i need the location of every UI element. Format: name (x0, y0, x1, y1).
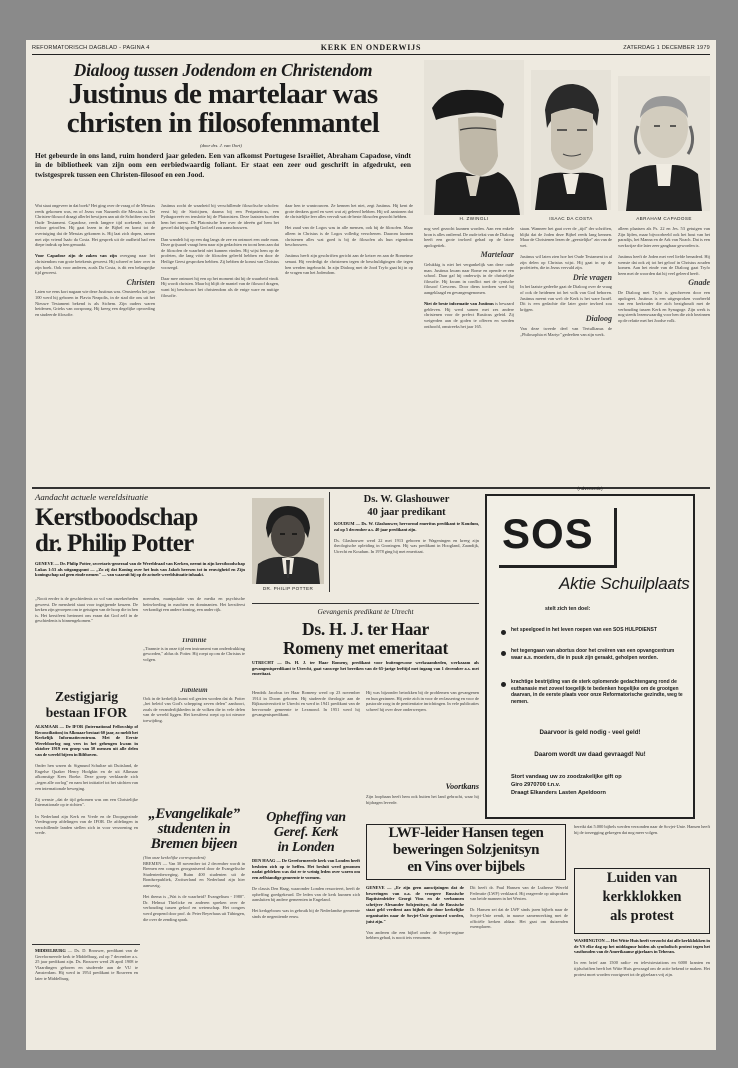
ifor-headline-1: Zestigjarig (55, 689, 118, 704)
opheffing-headline-2: Geref. Kerk (273, 825, 339, 840)
haar-headline-2: Romeny met emeritaat (282, 638, 449, 658)
main-col-6: alleen plaatsen als Ps. 22 en Jes. 53 getuigen van Zijn lijden, maar bijvoorbeeld ook het hout van het paradijs, het Manna en de Ark van Noach. Dat is een werkwijze die later zeer gangbaar geworden is. Justinus heeft de Joden met veel liefde benaderd. Hij wenste dat ook zij tot het geloof in Christus zouden komen. Aan het einde van de Dialoog gaat Tryfo heen met de woorden dat hij veel geleerd heeft. Gnade De Dialoog met Tryfo is geschreven door een apologeet. Justinus is een uitgesproken voorbeeld van een kerkvader die zich bezighoudt met de verhouding tussen Kerk en Synagoge. Zijn werk is nog steeds lezenswaardig voor hen die zich bezinnen op de relatie met het Joodse volk. (618, 226, 710, 323)
haar-lead: UTRECHT — Ds. H. J. ter Haar Romeny, predikant voor buitengewone werkzaamheden, werkzaam als gevangenispredikant te Utrecht, gaat vanwege het bereiken van de 65-jarige leeftijd met ingang van 1 december a.s. met emeritaat. (252, 660, 479, 677)
bremen-headline-1: „Evangelikale” (148, 806, 240, 822)
kerst-col-2c: Jubileum Ook in de kerkelijk kunst wil gezien worden dat dr. Potter „het beleid van God's schepping zeven delen" aanhoort, zoals de veranderlijkheden in de volken die in vele delen van de wereld liggen. Het kerstfeest roept op tot nieuwe toewijding. (143, 688, 245, 723)
main-byline: (door drs. J. van Oort) (200, 143, 242, 148)
advert-box (485, 494, 695, 819)
opheffing-headline-1: Opheffing van (266, 810, 346, 825)
portrait-capadose (618, 76, 710, 211)
lwf-headline-2: beweringen Solzjenitsyn (392, 842, 540, 858)
lwf-col-1: GENEVE — „Er zijn geen aanwijzingen dat de beweringen van o.a. de vroegere Russische Baptistenleider Georgi Vins en de verbannen schrijver Alexander Solzjenitsyn, dat de Russische staat geld verdient aan bijbels die door kerkelijke organisaties naar de Sovjet-Unie gestuurd worden, juist zijn." Van anderen die een bijbel onder de Sovjet-regime hebben gehad, is nooit iets vernomen. (366, 885, 464, 941)
glashouwer-headline-2: 40 jaar predikant (367, 507, 446, 518)
opheffing-body: DEN HAAG — De Gereformeerde kerk van Londen heeft besloten zich op te heffen. Het besluit werd genomen nadat gebleken was dat er te weinig leden over waren om een zelfstandige gemeente te vormen. De classis Den Haag, waaronder Londen ressorteert, heeft de opheffing goedgekeurd. De leden van de kerk kunnen zich aansluiten bij andere gemeenten in Engeland. Het kerkgebouw was in gebruik bij de Nederlandse gemeente sinds de negentiende eeuw. (252, 858, 360, 919)
kerst-col-1: „Nooit eerder is de geschiedenis zo vol van onzekerheden geweest. De mensheid staat voor ingrijpende keuzen. De kerken zijn geroepen om te getuigen van de hoop die in hen is. Het kerstfeest herinnert ons eraan dat God zelf in de geschiedenis is binnengekomen." (35, 596, 138, 624)
subhead-drie-vragen: Drie vragen (572, 272, 612, 282)
luiden-headline-3: als protest (610, 908, 674, 924)
bremen-headline-3: Bremen bijeen (150, 836, 238, 852)
subhead-tirannie: Tirannie (181, 638, 207, 644)
header-paper-name: REFORMATORISCH DAGBLAD - PAGINA 4 (32, 45, 150, 51)
advert-footer-4: Giro 2970700 t.n.v. (511, 782, 561, 788)
caption-potter: DR. PHILIP POTTER (262, 586, 314, 591)
main-headline-1: Justinus de martelaar was (68, 78, 378, 110)
haar-col-2b: Zijn loopbaan heeft hem ook buiten het land gebracht, waar hij bijdragen leverde. (366, 794, 479, 805)
haar-col-2: Hij was bijzonder betrokken bij de problemen van gevangenen en hun gezinnen. Hij zette zich in voor de reclassering en voor de pastorale zorg in de penitentiaire inrichtingen. In vele publicaties schreef hij over deze onderwerpen. (366, 690, 479, 712)
haar-top-rule (252, 603, 479, 604)
haar-headline-1: Ds. H. J. ter Haar (302, 619, 429, 639)
haar-kicker: Gevangenis predikant te Utrecht (317, 607, 414, 616)
main-col-2: Justinus zocht de waarheid bij verschillende filosofische scholen: eerst bij de Stoïcijnen, daarna bij een Peripateticus, een Pythagoreeër en tenslotte bij de Platonisten. Deze laatsten boeiden hem het meest. De Platonische leer over de ideeën gaf hem het gevoel dat hij spoedig God zelf zou aanschouwen. Dan wandelt hij op een dag langs de zee en ontmoet een oude man. Deze grijsaard vraagt hem naar zijn gedachten en toont hem aan dat de filosofen de waarheid niet kunnen vinden. Hij wijst hem op de profeten, die lang vóór de filosofen geleefd hebben en door de Heilige Geest gesproken hebben. Zij hebben de komst van Christus voorzegd. Daar mee ontmoet hij een op het moment dat hij de waarheid vindt. Hij wordt christen. Maar hij blijft de mantel van de filosoof dragen, want hij beschouwt het christendom als de enige ware en nuttige filosofie. (161, 203, 279, 298)
ifor-headline-2: bestaan IFOR (45, 705, 128, 720)
main-col-3: daar hen te wantrouwen. Ze kennen het niet, zegt Justinus. Hij kent de grote denkers goed en weet wat zij geleerd hebben. Hij wil aantonen dat de christelijke leer alles vervult wat de beste filosofen gezocht hebben. Het zaad van de Logos was in alle mensen, ook bij de filosofen. Maar alleen in Christus is de Logos volledig verschenen. Daarom kunnen christenen alles wat goed is bij de filosofen als hun eigendom beschouwen. Justinus heeft zijn geschriften gericht aan de keizer en aan de Romeinse senaat. Hij verdedigt de christenen tegen de beschuldigingen die tegen hen werden ingebracht. In zijn Dialoog met de Jood Tryfo gaat hij in op de vragen van het Jodendom. (285, 203, 413, 276)
luiden-headline-1: Luiden van (606, 870, 678, 886)
portrait-potter (252, 498, 324, 584)
advert-footer-2: Daarom wordt uw daad gevraagd! Nu! (534, 751, 646, 758)
lwf-col-3: bereikt dat 5.000 bijbels werden verzonden naar de Sovjet-Unie. Hansen heeft hij de toezegging gekregen dat nog meer volgen. (574, 824, 710, 835)
header-date: ZATERDAG 1 DECEMBER 1979 (623, 45, 710, 51)
vertical-rule (329, 492, 330, 592)
caption-zwingli: H. ZWINGLI (459, 216, 489, 221)
kerst-lead: GENEVE — Dr. Philip Potter, secretaris-generaal van de Wereldraad van Kerken, neemt in zijn kerstboodschap Lukas 1:53 als uitgangspunt — „Zo zij dat Koning over het huis van Jakob heersen tot in eeuwigheid en Zijn koningschap zal geen einde nemen" — van waaruit hij op de actuele wereldsituatie inhaakt. (35, 561, 245, 578)
bremen-headline-2: studenten in (157, 821, 231, 837)
ifor-body: ALKMAAR — De IFOR (International Fellowship of Reconciliation) in Alkmaar bestaat 60 jaar, zo meldt het Kerkelijk Informatiecentrum. Met de Eerste Wereldoorlog nog vers in het geheugen kwam in oktober 1919 een groep van 50 mensen uit alle delen van de wereld bijeen in Bilthoven. Onder hen waren dr. Sigmund Schultze uit Duitsland, de Engelse Quaker Henry Hodgkin en de uit Alkmaar afkomstige Kees Boeke. Deze groep verklaarde zich „tegen alle oorlog" en nam het initiatief tot het stichten van een internationale beweging. Zij wenste „dat de tijd gekomen was om een Christelijke Internationale op te richten". In Nederland zijn Kerk en Vrede en de Doopsgezinde Vredesgroep afdelingen van de IFOR. De afdelingen in verschillende landen stellen zich in voor verzoening en vrede. (35, 724, 138, 836)
subhead-gnade: Gnade (688, 278, 710, 288)
advert-bullet-3: krachtige bestrijding van de sterk oplomende gedachtengang rond de euthanasie met zoveel toegelijk te bedenken hogelijke om de grootgen daarvan, in de eerste plaats voor onze Reformatorische gezindte, weg te nemen. (511, 679, 683, 705)
advert-bullet-3-icon (501, 682, 506, 687)
caption-da-costa: ISAAC DA COSTA (549, 216, 593, 221)
subhead-martelaar: Martelaar (480, 250, 514, 260)
header-section: KERK EN ONDERWIJS (320, 43, 422, 52)
advert-sos: SOS (502, 510, 594, 557)
main-col-5: staan. Wanneer het gaat over de „tijd" der schriften, blijkt dat de Joden deze Bijbel reeds lang kennen. Maar de Christenen lezen de „geestelijke" zin van de wet. Justinus wil laten zien hoe het Oude Testament in al zijn delen op Christus wijst. Hij gaat in op de profetieën, die in Jezus vervuld zijn. Drie vragen In het laatste gedeelte gaat de Dialoog over de vraag of ook de heidenen tot het volk van God behoren. Justinus meent van wel: de Kerk is het ware Israël. Dit is een gedachte die later grote invloed zou krijgen. Dialoog Van deze tweede deel van Tertullianus de „Philosophia et Martyr" gedeelten van zijn werk. (520, 226, 612, 337)
newspaper-page (26, 40, 716, 1050)
main-headline-2: christen in filosofenmantel (66, 107, 380, 139)
page-header (32, 43, 710, 55)
advert-label: (Advertentie) (577, 486, 603, 491)
advert-bullet-1-icon (501, 630, 506, 635)
middelburg-body: MIDDELBURG — Ds. D. Brouwer, predikant van de Gereformeerde kerk te Middelburg, zal op 7 december a.s. 25 jaar predikant zijn. Ds. Brouwer werd 26 april 1908 te Vlaardingen geboren en studeerde aan de VU te Amsterdam. Hij werd in 1954 predikant te Rouveen en later te Middelburg. (35, 948, 138, 981)
main-kicker: Dialoog tussen Jodendom en Christendom (73, 60, 373, 80)
kerst-col-2: noemden, manipulatie van de media en psychische beïnvloeding in machten en dominanten. Het kerstfeest verkondigt een andere koning, een ander rijk. (143, 596, 245, 613)
portrait-da-costa (531, 70, 611, 210)
caption-capadose: ABRAHAM CAPADOSE (636, 216, 692, 221)
main-col-1: Wat staat ongeveer in dat boek? Het ging over de vraag of de Messias reeds gekomen was, en of Jezus van Nazareth die Messias is. De Christen-filosoof draagt allerlei bewijzen aan uit de Schriften van het Oude Testament. Capadose, reeds langere tijd zoekende, wordt erdoor getroffen. Hij gaat lezen in de Bijbel en komt tot de overtuiging dat de Messias gekomen is. Hij laat zich dopen, samen met zijn vriend Isaäc da Costa. Het gesprek uit de oudheid had een diepe indruk op hen gemaakt. Voor Capadose zijn de zaken van zijn overgang naar het christendom van grote betekenis geweest. Hij schreef er later over in zijn boek. Ook voor anderen, zoals Da Costa, is dit een belangrijke tijd geweest. Christen Laten we eens kort nagaan wie deze Justinus was. Omstreeks het jaar 100 werd hij geboren in Flavia Neapolis, in de stad die ons uit het Nieuwe Testament bekend is als Sichem. Zijn ouders waren heidenen, Grieks van oorsprong. Hij kreeg een degelijke opvoeding en studeerde filosofie. (35, 203, 155, 317)
kerst-col-2b: Tirannie „Tirannie is in onze tijd een instrument van onderdrukking geworden," aldus dr. Potter. Hij roept op om de Christus te volgen. (143, 638, 245, 662)
lwf-col-2: Dit heeft dr. Paul Hansen van de Lutherse Wereld Federatie (LWF) verklaard. Hij reageerde op uitspraken van beide mannen in het Westen. Dr. Hansen zei dat de LWF sinds jaren bijbels naar de Sovjet-Unie zendt, in nauwe samenwerking met de officiële kerken aldaar. Het gaat om duizenden exemplaren. (470, 885, 568, 930)
luiden-headline-2: kerkklokken (602, 889, 682, 905)
haar-col-1: Hendrik Jacobus ter Haar Romeny werd op 23 november 1914 in Doorn geboren. Hij studeerde theologie aan de Rijksuniversiteit te Utrecht en werd in 1941 predikant van de hervormde gemeente te Lexmond. In 1951 werd hij gevangenispredikant. (252, 690, 360, 718)
portrait-zwingli (424, 60, 524, 215)
glashouwer-headline-1: Ds. W. Glashouwer (363, 494, 450, 505)
luiden-headline-box (574, 868, 710, 934)
subhead-christen: Christen (126, 277, 155, 287)
luiden-body: WASHINGTON — Het Witte Huis heeft verzocht dat alle kerkklokken in de VS elke dag op het middaguur luiden als symbolisch protest tegen het vasthouden van de Amerikaanse gijzelaars in Teheran. In een brief aan 1500 radio- en televisiestations en 6000 kranten en tijdschriften heeft het Witte Huis gevraagd om de actie bekend te maken. Het protest moet worden voortgezet tot de gijzelaars vrij zijn. (574, 938, 710, 977)
subhead-voortkans: Voortkans (445, 782, 479, 791)
lwf-headline-3: en Vins over bijbels (407, 859, 525, 875)
glashouwer-body: KOUDUM — Ds. W. Glashouwer, hervormd emeritus predikant te Koudum, zal op 5 december a.s. 40 jaar predikant zijn. Ds. Glashouwer werd 22 mei 1913 geboren te Wageningen en kreeg zijn theologische opleiding in Groningen. Hij was predikant in Hoogland, Zaandijk, Utrecht en Koudum. In 1978 ging hij met emeritaat. (334, 521, 479, 554)
advert-footer-5: Draagt Elkanders Lasten Apeldoorn (511, 790, 606, 796)
bremen-body: (Van onze kerkelijke correspondent) BREMEN — Van 30 november tot 2 december wordt in Bremen een congres georganiseerd door de Evangelische Studentenbeweging. Ruim 400 studenten uit de Bondsrepubliek, Zwitserland en Nederland zijn hier aanwezig. Het thema is „Wat is de waarheid? Evangelium - 1980". Dr. Helmut Thielicke en anderen spreken over de verhouding tussen geloof en wetenschap. Het congres werd geopend door prof. dr. Peter Beyerhaus uit Tübingen, die over de zending sprak. (143, 855, 245, 922)
advert-footer-3: Stort vandaag uw zo zoodzakelijke gift op (511, 774, 622, 780)
subhead-jubileum: Jubileum (180, 688, 208, 694)
advert-footer-1: Daarvoor is geld nodig - veel geld! (539, 729, 641, 736)
kerst-headline-2: dr. Philip Potter (35, 530, 194, 557)
kerst-kicker: Aandacht actuele wereldsituatie (35, 492, 149, 502)
main-col-4: nog veel gezocht kunnen worden. Aan een enkele bron is alles ontleend. De oude tekst van de Dialoog heeft een grote invloed gehad op de latere apologetiek. Martelaar Gelukkig is niet het vergankelijk van deze oude man. Justinus kwam naar Rome en opende er een school. Daar gaf hij onderwijs in de christelijke filosofie. Hij kwam in conflict met de cynische filosoof Crescens. Door diens toedoen werd hij aangeklaagd en gevangengenomen. Niet de beste informatie van Justinus is bewaard gebleven. Hij werd samen met zes andere christenen voor de prefect Rusticus geleid. Zij weigerden aan de goden te offeren en werden onthoofd, omstreeks het jaar 165. (424, 226, 514, 329)
kerst-headline-1: Kerstboodschap (35, 504, 198, 531)
advert-bullet-2-icon (501, 651, 506, 656)
main-lead: Het gebeurde in ons land, ruim honderd jaar geleden. Een van afkomst Portugese Israëliet, Abraham Capadose, vindt in de bibliotheek van zijn oom een eerbiedwaardig foliant. Er staat een zeer oud geschrift in afgedrukt, een twistgesprek tussen een Christen-filosoof en een Jood. (35, 151, 411, 179)
lwf-headline-1: LWF-leider Hansen tegen (388, 825, 544, 841)
subhead-dialoog: Dialoog (585, 314, 612, 324)
ifor-divider (32, 944, 140, 945)
opheffing-headline-3: in Londen (277, 840, 335, 855)
advert-bullet-1: het speelgoed in het leven roepen van een SOS HULPDIENST (511, 627, 657, 633)
advert-bullet-2: het tegengaan van abortus door het creëren van een opvangcentrum waar a.s. moeders, die in puuk zijn geraakt, geholpen worden. (511, 648, 675, 661)
advert-aktie: Aktie Schuilplaats (559, 574, 690, 593)
lwf-headline-box (366, 824, 566, 880)
advert-steunt: stelt zich ten doel: (545, 606, 591, 612)
